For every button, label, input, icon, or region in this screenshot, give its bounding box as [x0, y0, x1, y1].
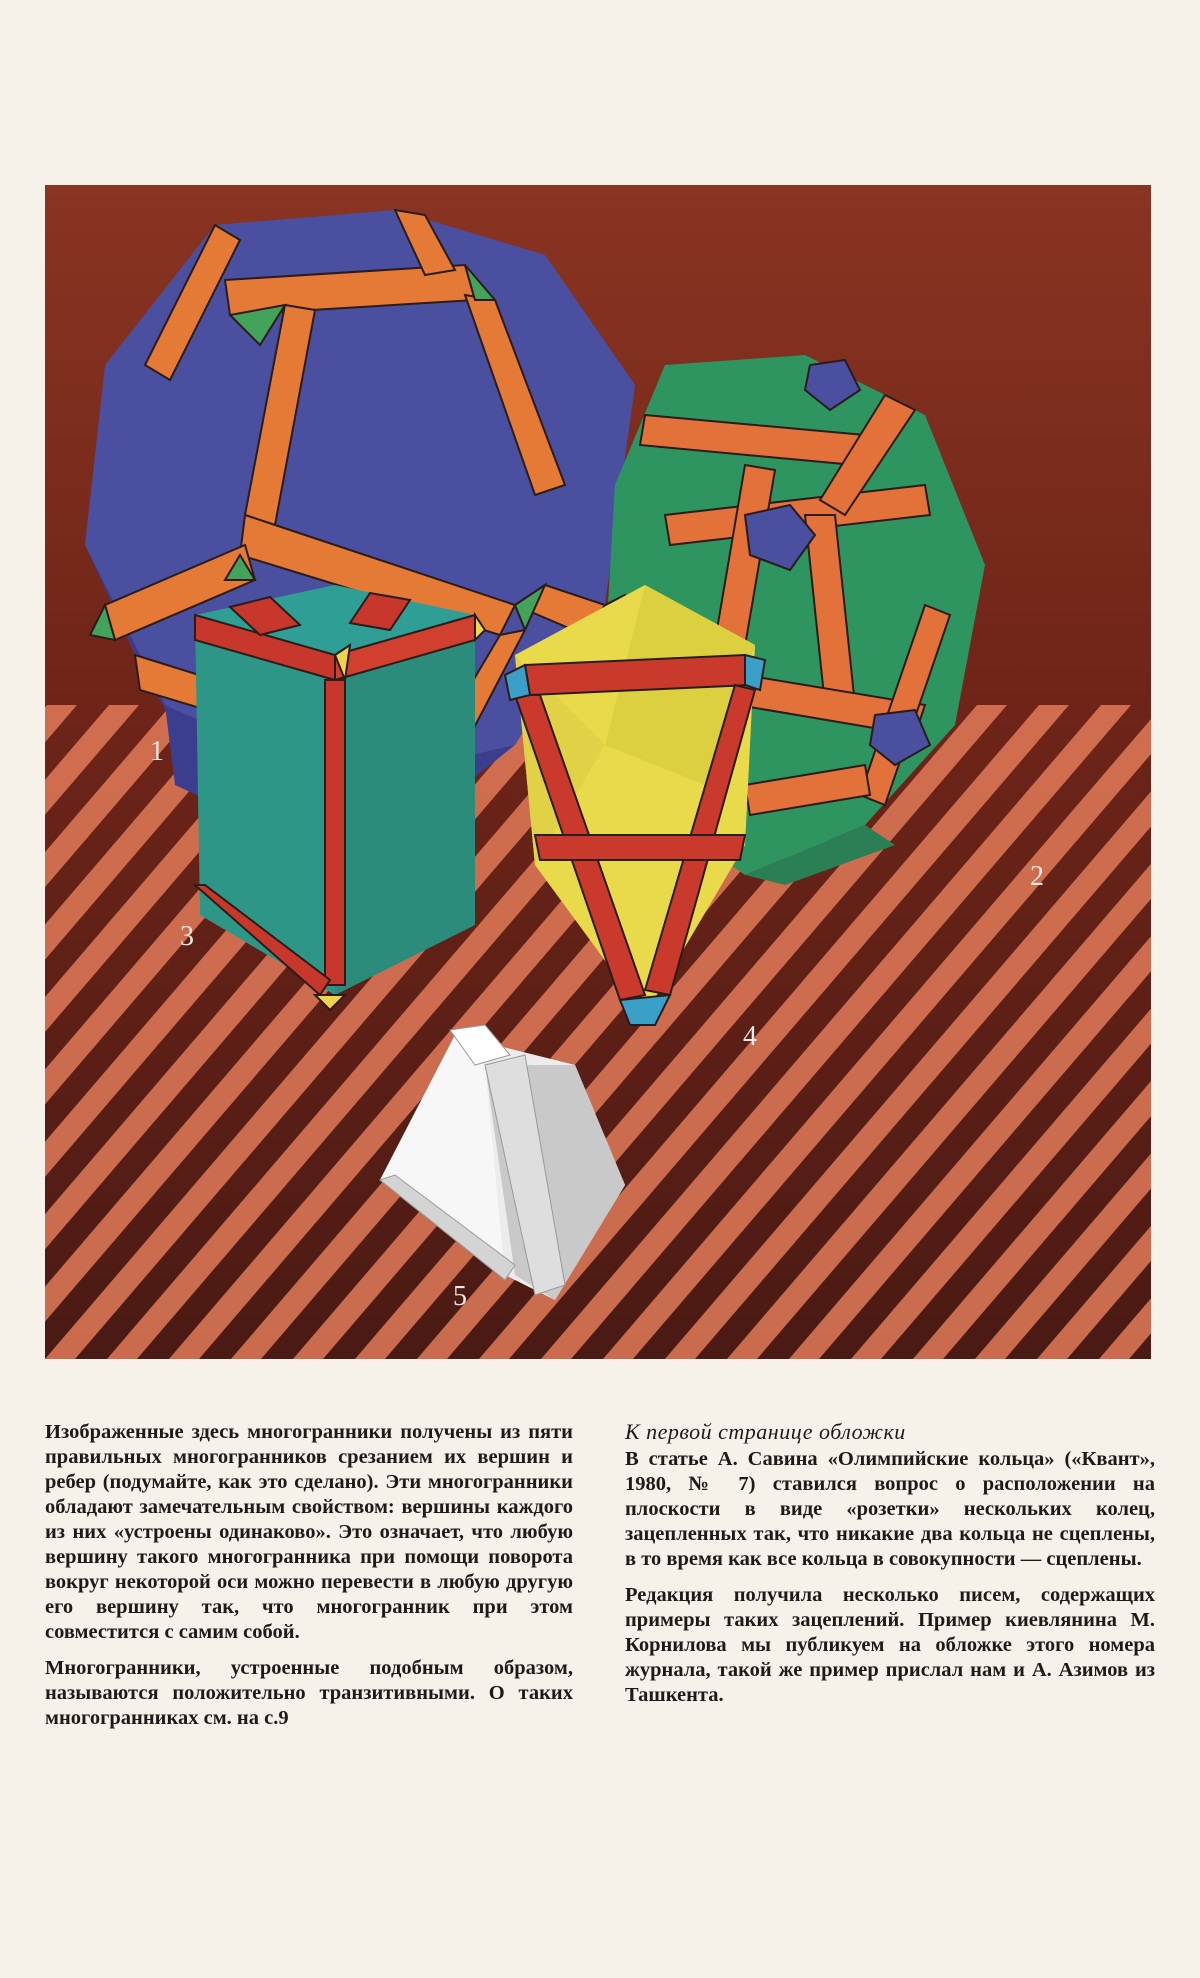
label-3: 3	[180, 921, 194, 952]
label-1: 1	[150, 736, 164, 767]
polyhedra-illustration	[45, 185, 1151, 1359]
left-column	[45, 1420, 573, 1742]
left-paragraph-1: Изображенные здесь многогранники получены из пяти правильных многогранников срезанием их вершин и ребер (подумайте, как это сделано). Эти многогранники обладают замечательным свойством: вершины каждого из них «устроены одинаково». Это означает, что любую вершину такого многогранника при помощи поворота вокруг некоторой оси можно перевести в любую другую его вершину так, что многогранник при этом совместится с самим собой.	[45, 1421, 573, 1643]
left-paragraph-2: Многогранники, устроенные подобным образом, называются положительно транзитивными. О таких многогранниках см. на с.9	[45, 1657, 573, 1729]
right-paragraph-1: В статье А. Савина «Олимпийские кольца» («Квант», 1980, № 7) ставился вопрос о расположении на плоскости в виде «розетки» нескольких колец, зацепленных так, что никакие два кольца не сцеплены, в то время как все кольца в совокупности — сцеплены.	[625, 1448, 1155, 1570]
label-2: 2	[1030, 861, 1044, 892]
label-4: 4	[743, 1021, 757, 1052]
right-paragraph-2: Редакция получила несколько писем, содержащих примеры таких зацеплений. Пример киевлянина М. Корнилова мы публикуем на обложке этого номера журнала, такой же пример прислал нам и А. Азимов из Ташкента.	[625, 1584, 1155, 1706]
label-5: 5	[453, 1281, 467, 1312]
right-column	[625, 1420, 1155, 1719]
cover-heading: К первой странице обложки	[625, 1419, 906, 1444]
